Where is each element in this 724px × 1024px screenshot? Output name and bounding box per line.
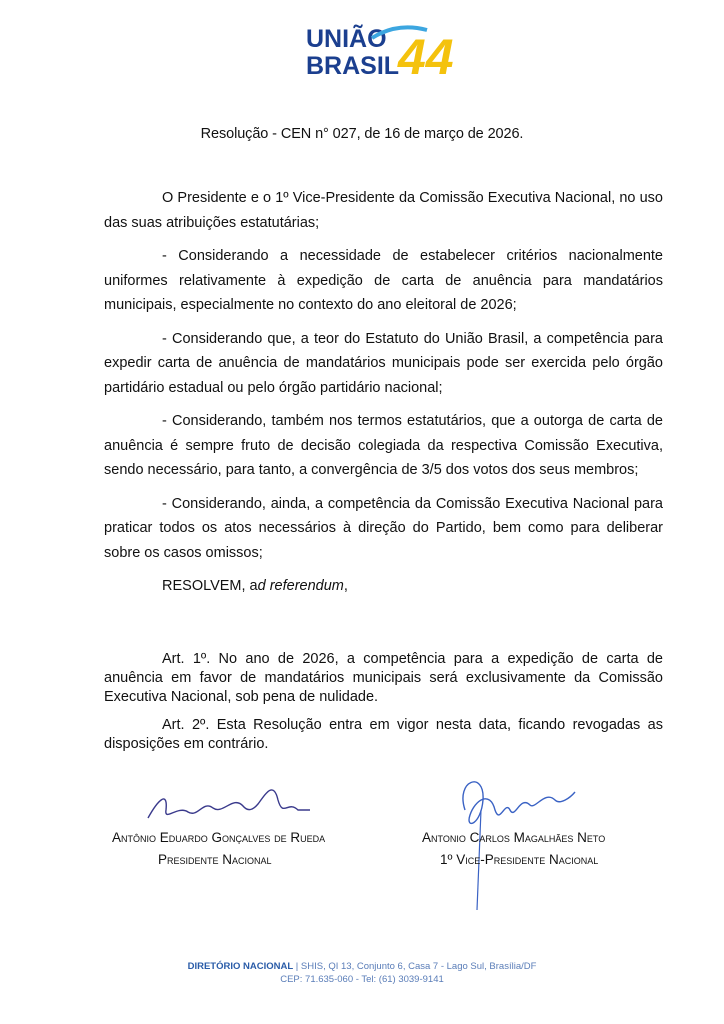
article: Art. 1º. No ano de 2026, a competência para a expedição de carta de anuência em favor de mandatários municipais será exclusivamente da Comissão Executiva Nacional, sob pena de nulidade.	[104, 651, 663, 705]
paragraph: - Considerando, também nos termos estatutários, que a outorga de carta de anuência é sempre fruto de decisão colegiada da respectiva Comissão Executiva, sendo necessário, para tanto, a convergência de 3/5 dos votos dos seus membros;	[104, 413, 663, 478]
footer-address: | SHIS, QI 13, Conjunto 6, Casa 7 - Lago Sul, Brasília/DF	[293, 961, 537, 972]
signatory-name-1: Antônio Eduardo Gonçalves de Rueda	[112, 830, 326, 845]
logo-line2: BRASIL	[306, 52, 400, 80]
uniao-brasil-logo	[302, 20, 472, 80]
logo-line1: UNIÃO	[306, 25, 387, 53]
article: Art. 2º. Esta Resolução entra em vigor nesta data, ficando revogadas as disposições em contrário.	[104, 717, 663, 752]
signature-vice-president	[445, 770, 595, 920]
footer	[0, 960, 724, 986]
paragraph: - Considerando a necessidade de estabelecer critérios nacionalmente uniformes relativamente à expedição de carta de anuência para mandatários municipais, especialmente no contexto do ano eleitoral de 2026;	[104, 248, 663, 313]
resolvem-line: RESOLVEM, ad referendum,	[162, 578, 348, 594]
preamble	[104, 186, 663, 608]
logo-number: 44	[398, 29, 454, 80]
signatory-role-1: Presidente Nacional	[158, 852, 272, 867]
articles	[104, 650, 663, 763]
signatory-name-2: Antonio Carlos Magalhães Neto	[422, 830, 606, 845]
signatory-role-2: 1º Vice-Presidente Nacional	[440, 852, 599, 867]
paragraph: O Presidente e o 1º Vice-Presidente da Comissão Executiva Nacional, no uso das suas atribuições estatutárias;	[104, 190, 663, 231]
resolution-title: Resolução - CEN n° 027, de 16 de março de 2026.	[200, 126, 524, 142]
signature-president	[138, 770, 318, 830]
paragraph: - Considerando que, a teor do Estatuto do União Brasil, a competência para expedir carta de anuência de mandatários municipais pode ser exercida pelo órgão partidário estadual ou pelo órgão partidário nacional;	[104, 330, 663, 396]
footer-org: DIRETÓRIO NACIONAL	[187, 961, 294, 972]
footer-contact: CEP: 71.635-060 - Tel: (61) 3039-9141	[280, 974, 444, 985]
paragraph: - Considerando, ainda, a competência da Comissão Executiva Nacional para praticar todos os atos necessários à direção do Partido, bem como para deliberar sobre os casos omissos;	[104, 495, 663, 561]
